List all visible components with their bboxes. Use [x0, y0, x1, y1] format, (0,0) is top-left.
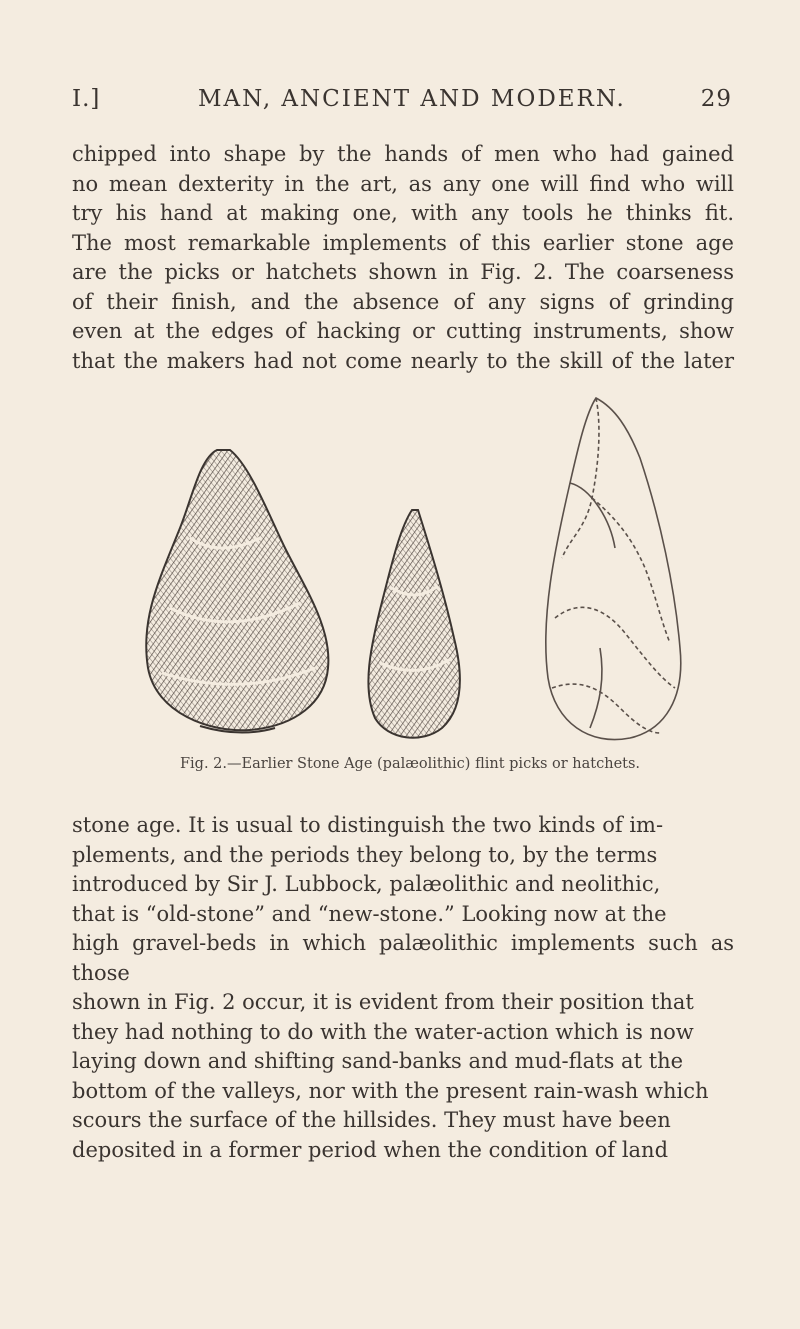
paragraph-top — [72, 140, 734, 376]
text-line: bottom of the valleys, nor with the present rain-wash which — [72, 1078, 709, 1103]
text-line: stone age. It is usual to distinguish the two kinds of im- — [72, 813, 664, 837]
figure-illustration — [100, 388, 720, 748]
text-line: that is “old-stone” and “new-stone.” Looking now at the — [72, 901, 667, 926]
flint-hatchet-outline-icon — [546, 398, 681, 740]
section-number: I.] — [72, 86, 101, 112]
figure-caption: Fig. 2.—Earlier Stone Age (palæolithic) flint picks or hatchets. — [179, 756, 641, 772]
text-line: plements, and the periods they belong to, by the terms — [72, 842, 658, 867]
text-line: shown in Fig. 2 occur, it is evident from their position that — [72, 990, 694, 1014]
page-number: 29 — [700, 86, 732, 112]
text-line: are the picks or hatchets shown in Fig. 2. The coarseness — [72, 260, 734, 284]
text-line: laying down and shifting sand-banks and mud-flats at the — [72, 1049, 684, 1073]
running-header — [72, 86, 732, 116]
text-line: chipped into shape by the hands of men who had gained — [72, 142, 734, 166]
paragraph-bottom — [72, 811, 734, 1165]
running-title: MAN, ANCIENT AND MODERN. — [198, 86, 626, 112]
flint-hatchet-narrow-icon — [368, 510, 459, 738]
text-line: no mean dexterity in the art, as any one will find who will — [72, 171, 734, 196]
text-line: even at the edges of hacking or cutting instruments, show — [72, 319, 734, 343]
text-line: The most remarkable implements of this earlier stone age — [72, 230, 734, 255]
text-line: try his hand at making one, with any tools he thinks fit. — [72, 201, 734, 225]
text-line: deposited in a former period when the condition of land — [72, 1137, 669, 1162]
text-line: introduced by Sir J. Lubbock, palæolithic and neolithic, — [72, 872, 661, 896]
text-line: high gravel-beds in which palæolithic implements such as those — [72, 931, 734, 985]
text-line: they had nothing to do with the water-action which is now — [72, 1019, 694, 1044]
text-line: that the makers had not come nearly to the skill of the later — [72, 348, 734, 373]
figure-2 — [100, 388, 720, 772]
text-line: of their finish, and the absence of any signs of grinding — [72, 289, 734, 314]
text-line: scours the surface of the hillsides. They must have been — [72, 1108, 671, 1132]
flint-hatchet-broad-icon — [146, 450, 328, 733]
